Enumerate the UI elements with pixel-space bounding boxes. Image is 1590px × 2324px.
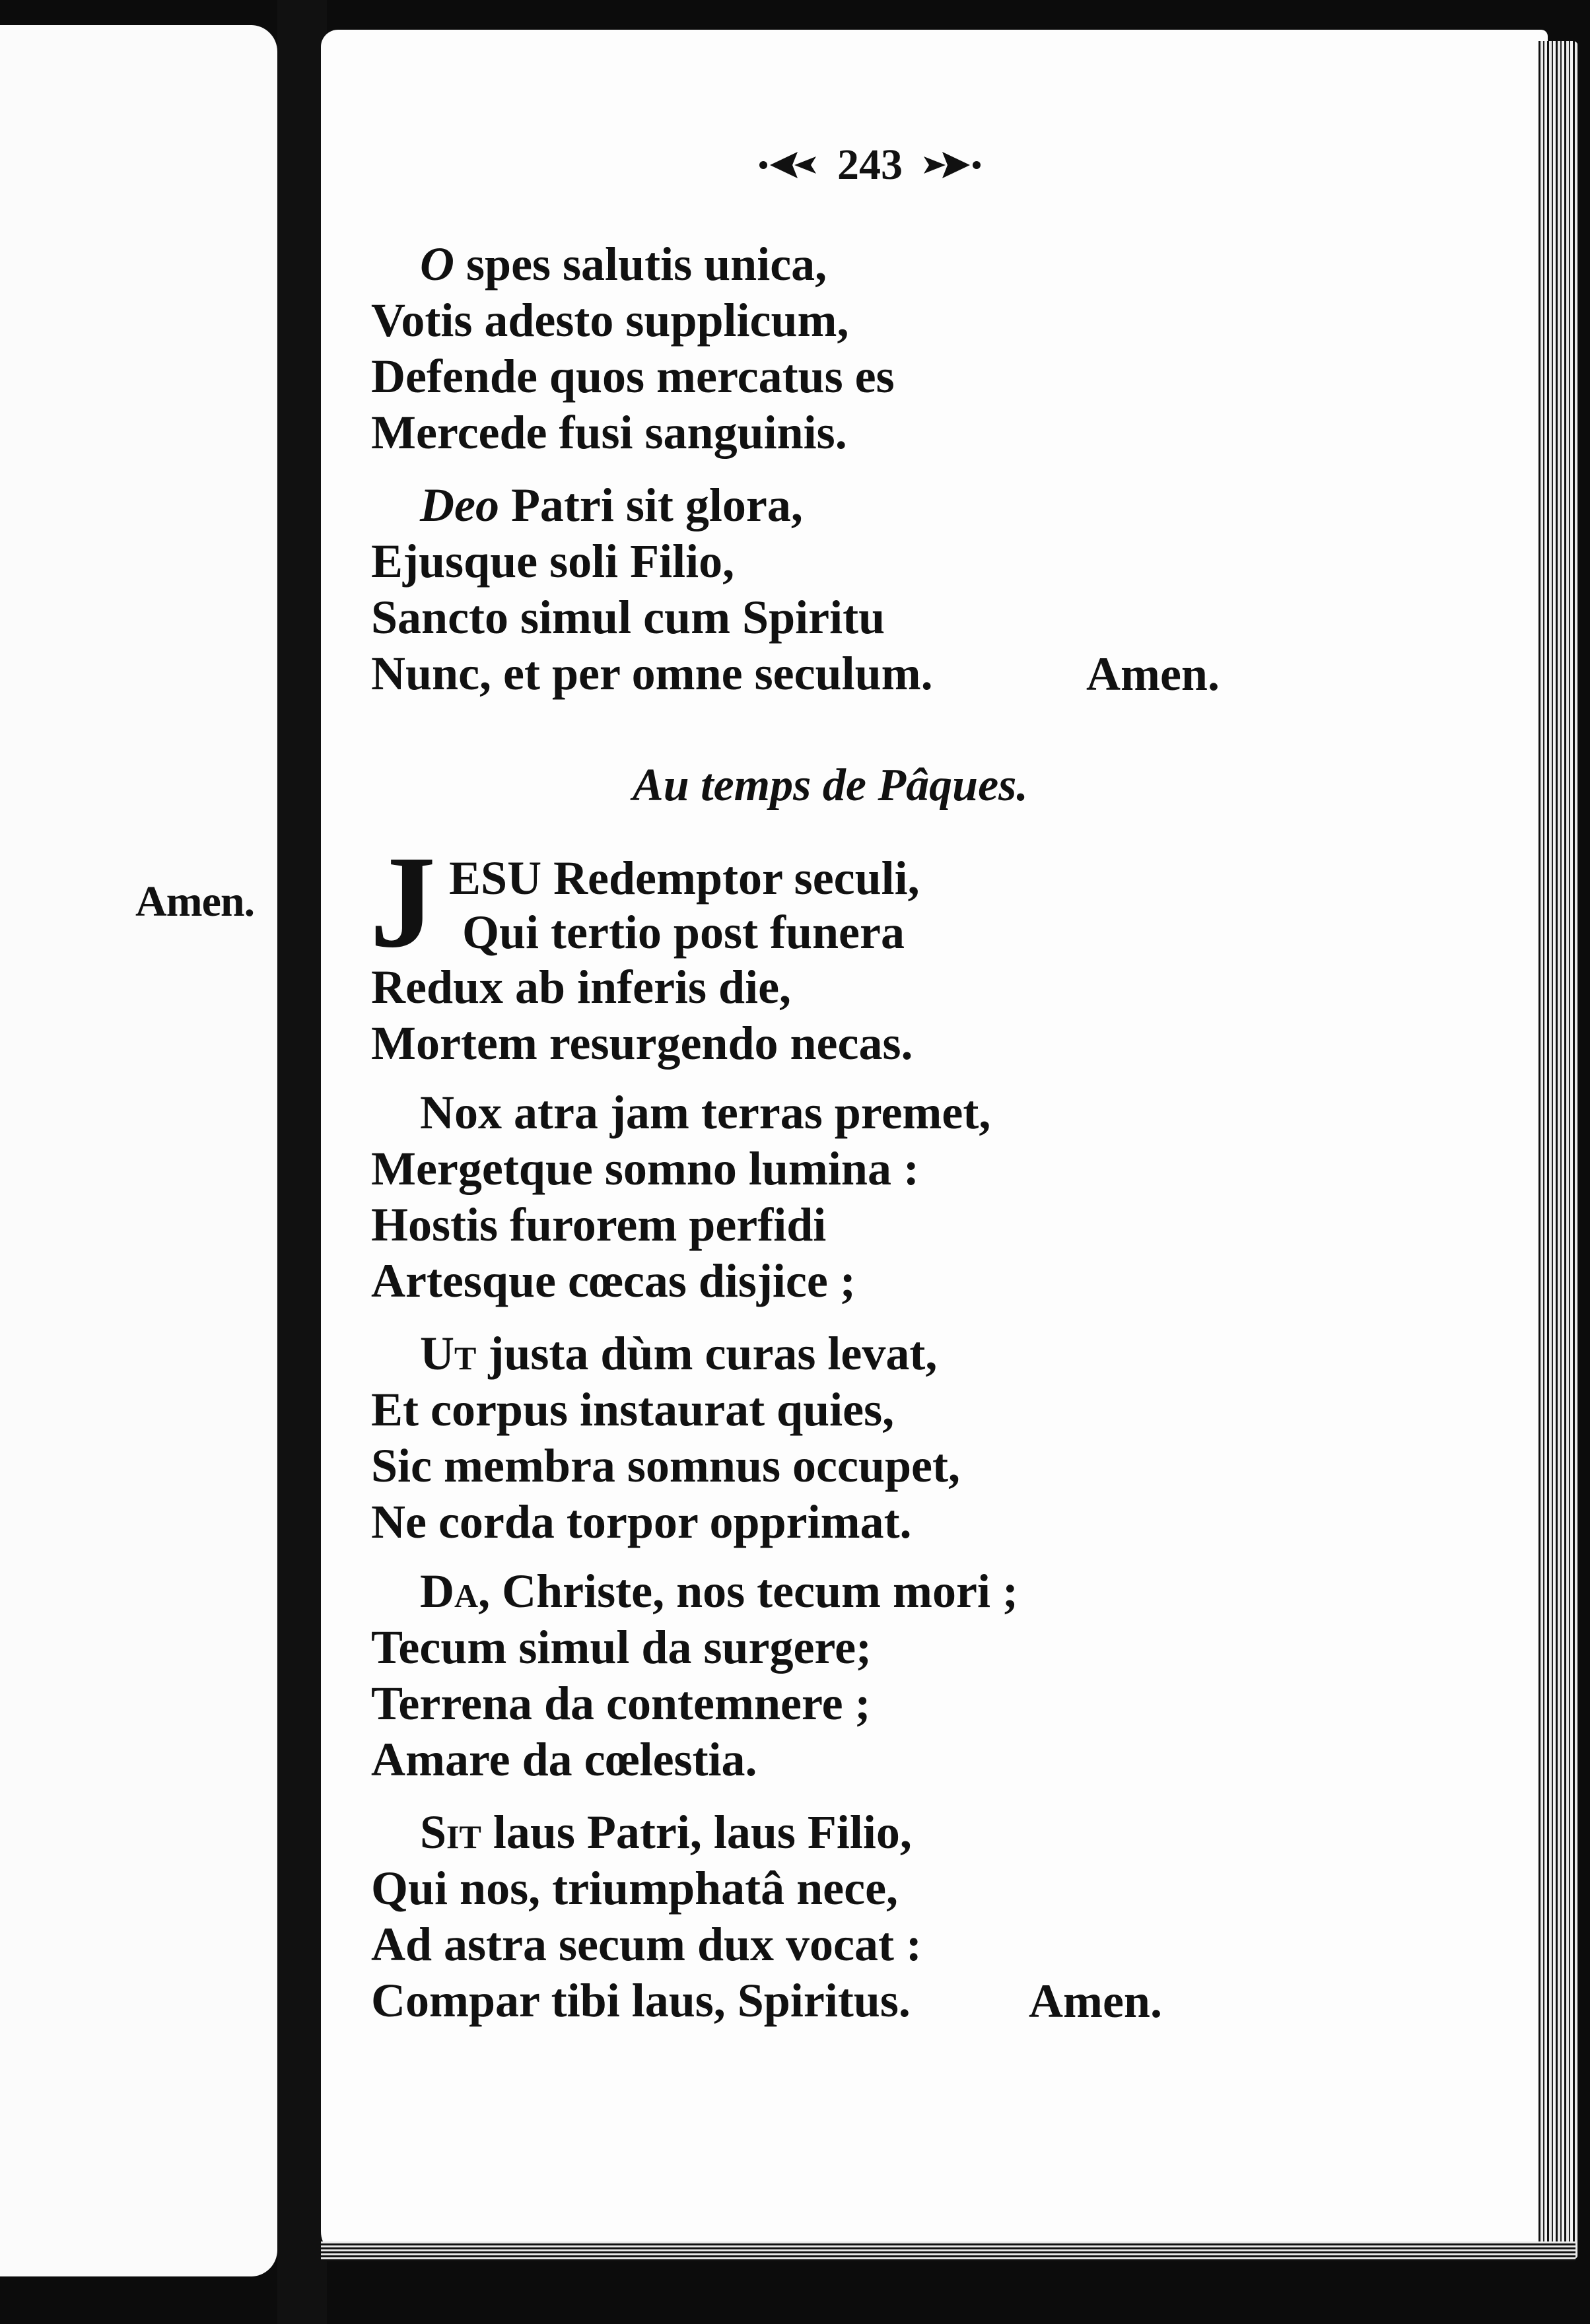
verse-line: Nunc, et per omne seculum.	[371, 647, 933, 700]
verse-line: Votis adesto supplicum,	[371, 294, 849, 347]
verse-line: Qui tertio post funera	[462, 906, 905, 959]
verse-line: Ad astra secum dux vocat :	[371, 1918, 922, 1971]
verse-line: Mergetque somno lumina :	[371, 1142, 919, 1195]
verse-line: Sit laus Patri, laus Filio,	[420, 1806, 912, 1859]
verse-line: Ejusque soli Filio,	[371, 535, 735, 588]
verse-line: Defende quos mercatus es	[371, 350, 895, 403]
amen-closing: Amen.	[1029, 1975, 1162, 2028]
verse-line: O spes salutis unica,	[420, 238, 827, 290]
verse-line: Qui nos, triumphatâ nece,	[371, 1862, 899, 1915]
page-header	[758, 139, 982, 191]
verse-line: Da, Christe, nos tecum mori ;	[420, 1565, 1018, 1618]
verse-line: Mortem resurgendo necas.	[371, 1017, 913, 1070]
verse-line: Nox atra jam terras premet,	[420, 1086, 991, 1139]
verse-line: ESU Redemptor seculi,	[449, 852, 920, 905]
verse-line: Redux ab inferis die,	[371, 961, 792, 1013]
verse-line: Mercede fusi sanguinis.	[371, 406, 847, 459]
amen-closing: Amen.	[1086, 648, 1220, 701]
verse-line: Sancto simul cum Spiritu	[371, 591, 885, 644]
verse-line: Et corpus instaurat quies,	[371, 1383, 895, 1436]
verse-line: Sic membra somnus occupet,	[371, 1439, 960, 1492]
right-fleuron-icon	[922, 149, 982, 182]
verse-line: Terrena da contemnere ;	[371, 1677, 871, 1730]
left-margin-note: Amen.	[135, 877, 255, 926]
verse-line: Compar tibi laus, Spiritus.	[371, 1974, 911, 2027]
verse-line: Artesque cœcas disjice ;	[371, 1254, 856, 1307]
verse-line: Tecum simul da surgere;	[371, 1621, 872, 1674]
page-number: 243	[837, 141, 903, 189]
left-fleuron-icon	[758, 149, 817, 182]
section-heading: Au temps de Pâques.	[633, 760, 1028, 811]
drop-cap: J	[370, 829, 436, 975]
verse-line: Amare da cœlestia.	[371, 1733, 757, 1786]
verse-line: Deo Patri sit glora,	[420, 479, 803, 531]
verse-line: Ne corda torpor opprimat.	[371, 1495, 912, 1548]
verse-line: Hostis furorem perfidi	[371, 1198, 827, 1251]
verse-line: Ut justa dùm curas levat,	[420, 1327, 938, 1380]
